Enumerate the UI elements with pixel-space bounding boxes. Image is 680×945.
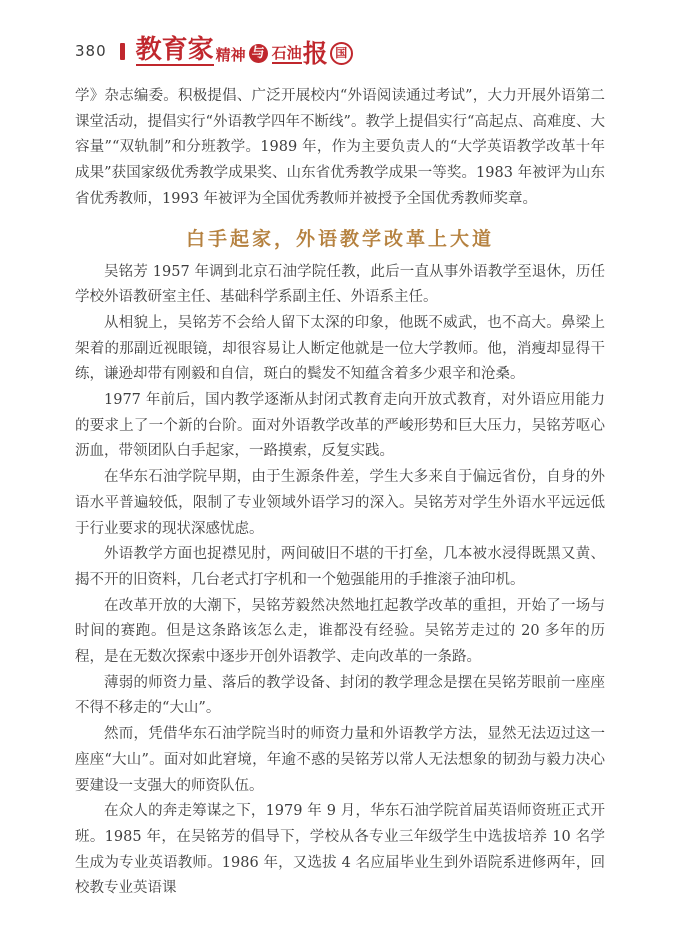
paragraphs-after-heading (75, 260, 605, 903)
logo-text-spirit: 精神 (215, 45, 246, 64)
paragraph: 1977 年前后，国内教学逐渐从封闭式教育走向开放式教育，对外语应用能力的要求上了一个新的台阶。面对外语教学改革的严峻形势和巨大压力，吴铭芳呕心沥血，带领团队白手起家，一路摸索，反复实践。 (75, 392, 605, 460)
logo-text-educator: 教育家 (135, 34, 214, 65)
paragraph: 在华东石油学院早期，由于生源条件差，学生大多来自于偏远省份，自身的外语水平普遍较低，限制了专业领域外语学习的深入。吴铭芳对学生外语水平远远低于行业要求的现状深感忧虑。 (75, 469, 605, 537)
logo-text-petroleum: 石油 (271, 43, 302, 62)
paragraph: 从相貌上，吴铭芳不会给人留下太深的印象，他既不威武，也不高大。鼻梁上架着的那副近视眼镜，却很容易让人断定他就是一位大学教师。他，消瘦却显得干练，谦逊却带有刚毅和自信，斑白的鬓发不知蕴含着多少艰辛和沧桑。 (75, 314, 605, 383)
logo-text-bao: 报 (302, 38, 328, 68)
paragraph: 吴铭芳 1957 年调到北京石油学院任教，此后一直从事外语教学至退休，历任学校外语教研室主任、基础科学系副主任、外语系主任。 (75, 263, 605, 306)
page-number: 380 (75, 42, 107, 60)
page-header (75, 30, 353, 72)
paragraph: 外语教学方面也捉襟见肘，两间破旧不堪的干打垒，几本被水浸得既黑又黄、揭不开的旧资料，几台老式打字机和一个勉强能用的手推滚子油印机。 (75, 546, 605, 588)
paragraphs-before-heading (75, 84, 605, 213)
book-title-logo (135, 34, 353, 68)
header-divider (120, 43, 125, 60)
page-content (75, 84, 605, 902)
logo-circle-guo-icon: 国 (330, 42, 353, 65)
logo-circle-yu-icon: 与 (249, 44, 268, 63)
section-heading: 白手起家，外语教学改革上大道 (185, 227, 494, 250)
paragraph: 学》杂志编委。积极提倡、广泛开展校内“外语阅读通过考试”，大力开展外语第二课堂活动，提倡实行“外语教学四年不断线”。教学上提倡实行“高起点、高难度、大容量”“双轨制”和分班教学。1989 年，作为主要负责人的“大学英语教学改革十年成果”获国家级优秀教学成果奖、山东省优秀教学成果一等奖。1983 年被评为山东省优秀教师，1993 年被评为全国优秀教师并被授予全国优秀教师奖章。 (75, 88, 605, 207)
paragraph: 然而，凭借华东石油学院当时的师资力量和外语教学方法，显然无法迈过这一座座“大山”。面对如此窘境，年逾不惑的吴铭芳以常人无法想象的韧劲与毅力决心要建设一支强大的师资队伍。 (75, 726, 605, 794)
paragraph: 薄弱的师资力量、落后的教学设备、封闭的教学理念是摆在吴铭芳眼前一座座不得不移走的“大山”。 (75, 674, 605, 717)
paragraph: 在改革开放的大潮下，吴铭芳毅然决然地扛起教学改革的重担，开始了一场与时间的赛跑。但是这条路该怎么走，谁都没有经验。吴铭芳走过的 20 多年的历程，是在无数次探索中逐步开创外语教学、走向改革的一条路。 (75, 597, 605, 666)
paragraph: 在众人的奔走筹谋之下，1979 年 9 月，华东石油学院首届英语师资班正式开班。1985 年，在吴铭芳的倡导下，学校从各专业三年级学生中选拔培养 10 名学生成为专业英语教师。1986 年，又选拔 4 名应届毕业生到外语院系进修两年，回校教专业英语课 (75, 803, 605, 897)
